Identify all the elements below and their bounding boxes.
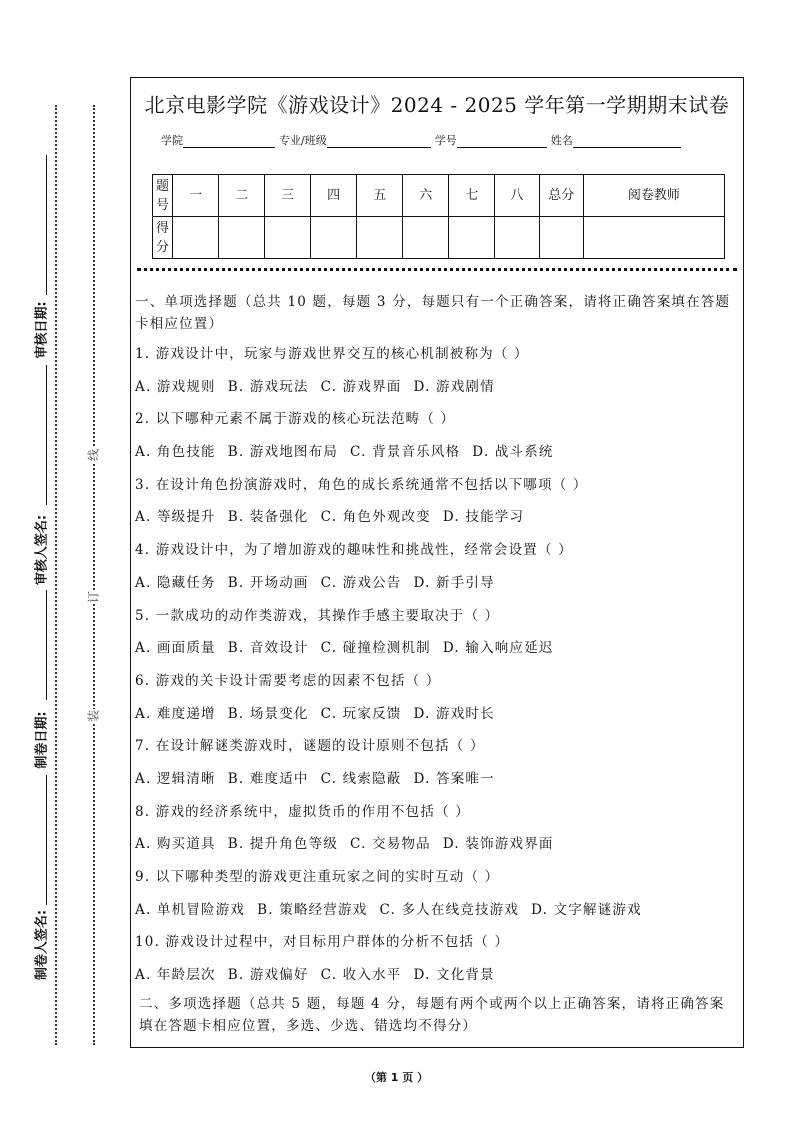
score-cell[interactable] (311, 217, 357, 259)
question-options (135, 637, 739, 670)
student-id-field[interactable] (457, 135, 547, 148)
question-options (135, 768, 739, 801)
signature-line (46, 365, 47, 505)
option-b: B. 游戏地图布局 (227, 444, 339, 461)
student-info-fields (161, 132, 685, 148)
paper-date-label: 制卷日期: (34, 711, 50, 769)
option-b: B. 装备强化 (227, 509, 309, 526)
question-5: 5. 一款成功的动作类游戏，其操作手感主要取决于（ ） (135, 607, 500, 624)
question-options (135, 441, 739, 474)
option-b: B. 开场动画 (227, 574, 309, 591)
score-col-header: 六 (403, 175, 449, 217)
score-col-header: 阅卷教师 (583, 175, 724, 217)
option-c: C. 碰撞检测机制 (320, 640, 431, 657)
exam-paper (130, 77, 744, 1048)
option-a: A. 隐藏任务 (135, 574, 216, 591)
option-c: C. 多人在线竞技游戏 (379, 901, 520, 918)
row-label-question-no: 题号 (153, 175, 173, 217)
option-d: D. 文字解谜游戏 (531, 901, 642, 918)
score-col-header: 一 (173, 175, 219, 217)
name-field[interactable] (573, 135, 681, 148)
option-b: B. 难度适中 (227, 770, 309, 787)
option-a: A. 年龄层次 (135, 967, 216, 984)
score-cell[interactable] (449, 217, 495, 259)
score-table (152, 174, 725, 259)
score-col-header: 八 (495, 175, 539, 217)
page-title: 北京电影学院《游戏设计》2024 - 2025 学年第一学期期末试卷 (144, 93, 730, 117)
binding-char-xian: 线 (86, 448, 101, 462)
option-c: C. 背景音乐风格 (350, 444, 461, 461)
field-label-college: 学院 (161, 134, 183, 147)
score-cell[interactable] (403, 217, 449, 259)
option-c: C. 游戏公告 (320, 574, 402, 591)
field-label-id: 学号 (434, 134, 457, 147)
option-d: D. 战斗系统 (472, 444, 554, 461)
question-options (135, 899, 739, 932)
option-d: D. 输入响应延迟 (442, 640, 554, 657)
option-c: C. 角色外观改变 (320, 509, 431, 526)
score-cell[interactable] (583, 217, 724, 259)
option-c: C. 交易物品 (350, 836, 431, 853)
option-c: C. 收入水平 (320, 967, 402, 984)
question-1: 1. 游戏设计中，玩家与游戏世界交互的核心机制被称为（ ） (135, 346, 529, 362)
question-2: 2. 以下哪种元素不属于游戏的核心玩法范畴（ ） (135, 411, 456, 428)
college-field[interactable] (183, 135, 275, 148)
score-col-header: 三 (265, 175, 311, 217)
option-b: B. 游戏玩法 (227, 378, 309, 395)
section1-heading: 一、单项选择题（总共 10 题，每题 3 分，每题只有一个正确答案，请将正确答案填在答题卡相应位置） (135, 294, 731, 332)
option-a: A. 购买道具 (135, 836, 216, 853)
signature-line (46, 590, 47, 700)
exam-body (135, 291, 739, 1037)
question-7: 7. 在设计解谜类游戏时，谜题的设计原则不包括（ ） (135, 738, 485, 755)
option-c: C. 游戏界面 (320, 378, 402, 395)
score-cell[interactable] (265, 217, 311, 259)
score-col-header: 七 (449, 175, 495, 217)
option-d: D. 游戏剧情 (413, 378, 495, 395)
score-col-header: 五 (357, 175, 403, 217)
option-b: B. 游戏偏好 (227, 967, 309, 984)
question-options (135, 506, 739, 539)
question-options (135, 833, 739, 866)
question-10: 10. 游戏设计过程中，对目标用户群体的分析不包括（ ） (135, 934, 510, 951)
option-b: B. 场景变化 (227, 705, 309, 722)
option-c: C. 线索隐蔽 (320, 770, 402, 787)
score-col-header: 二 (219, 175, 265, 217)
option-d: D. 技能学习 (442, 509, 525, 526)
review-date-label: 审核日期: (34, 301, 50, 359)
question-6: 6. 游戏的关卡设计需要考虑的因素不包括（ ） (135, 672, 441, 689)
option-d: D. 装饰游戏界面 (442, 836, 554, 853)
paper-maker-signature-label: 制卷人签名: (34, 909, 50, 981)
option-a: A. 画面质量 (135, 640, 216, 657)
option-a: A. 难度递增 (135, 705, 216, 722)
option-d: D. 文化背景 (413, 967, 495, 984)
option-d: D. 游戏时长 (413, 705, 495, 722)
major-class-field[interactable] (327, 135, 431, 148)
signature-line (46, 775, 47, 905)
field-label-name: 姓名 (550, 134, 573, 147)
question-options (135, 703, 739, 736)
score-cell[interactable] (219, 217, 265, 259)
option-a: A. 逻辑清晰 (135, 770, 216, 787)
option-b: B. 提升角色等级 (227, 836, 339, 853)
option-a: A. 单机冒险游戏 (135, 901, 246, 918)
score-cell[interactable] (173, 217, 219, 259)
page-number: （第 1 页 ） (364, 1071, 429, 1084)
option-d: D. 新手引导 (413, 574, 495, 591)
option-d: D. 答案唯一 (413, 770, 495, 787)
option-a: A. 角色技能 (135, 444, 216, 461)
binding-dotted-line (93, 105, 95, 1045)
option-b: B. 音效设计 (227, 640, 309, 657)
binding-char-ding: 订 (86, 590, 101, 604)
option-a: A. 游戏规则 (135, 378, 216, 395)
signature-line (46, 155, 47, 295)
reviewer-signature-label: 审核人签名: (34, 514, 50, 586)
score-cell[interactable] (357, 217, 403, 259)
option-a: A. 等级提升 (135, 509, 216, 526)
score-col-header: 四 (311, 175, 357, 217)
option-b: B. 策略经营游戏 (257, 901, 368, 918)
question-list (135, 343, 739, 997)
score-cell[interactable] (539, 217, 583, 259)
option-c: C. 玩家反馈 (320, 705, 402, 722)
margin-dotted-line-outer (55, 105, 57, 1045)
score-cell[interactable] (495, 217, 539, 259)
score-col-header: 总分 (539, 175, 583, 217)
question-3: 3. 在设计角色扮演游戏时，角色的成长系统通常不包括以下哪项（ ） (135, 476, 588, 493)
question-options (135, 572, 739, 605)
question-options (135, 376, 739, 409)
question-9: 9. 以下哪种类型的游戏更注重玩家之间的实时互动（ ） (135, 869, 500, 885)
section2-heading: 二、多项选择题（总共 5 题，每题 4 分，每题有两个或两个以上正确答案，请将正确答案填在答题卡相应位置，多选、少选、错选均不得分） (139, 995, 725, 1034)
question-4: 4. 游戏设计中，为了增加游戏的趣味性和挑战性，经常会设置（ ） (135, 542, 573, 559)
question-8: 8. 游戏的经济系统中，虚拟货币的作用不包括（ ） (135, 803, 470, 820)
separator-dotted-line (137, 268, 737, 271)
row-label-score: 得分 (153, 217, 173, 259)
field-label-major: 专业/班级 (279, 134, 327, 147)
binding-char-zhuang: 装 (86, 709, 101, 723)
